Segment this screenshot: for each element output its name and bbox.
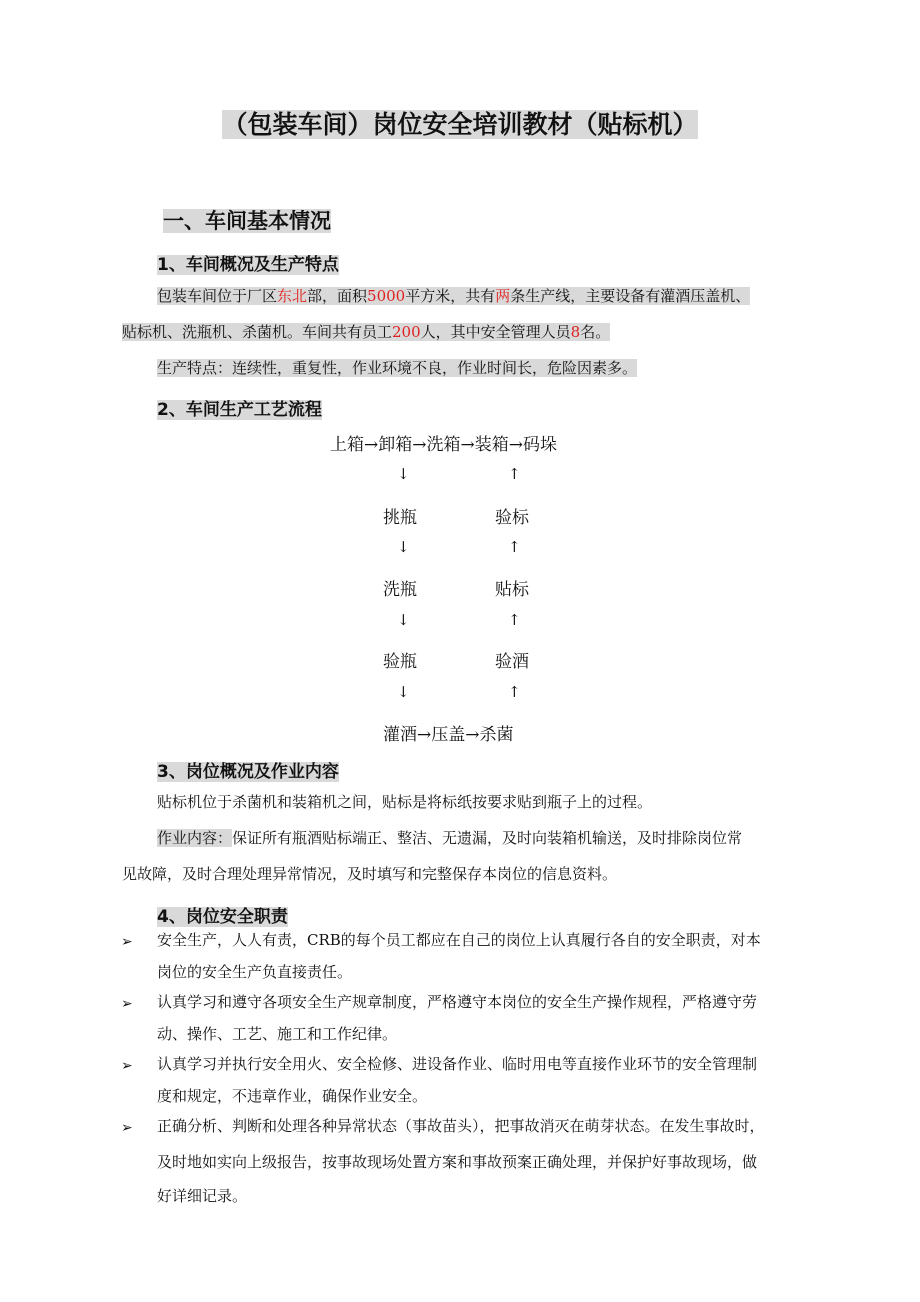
arrow-up-icon: ↑ bbox=[508, 465, 521, 483]
subsection-heading-2: 2、车间生产工艺流程 bbox=[157, 400, 322, 420]
arrow-down-icon: ↓ bbox=[397, 538, 410, 556]
paragraph-line: 生产特点：连续性，重复性，作业环境不良，作业时间长，危险因素多。 bbox=[157, 359, 638, 377]
safety-staff-value: 8 bbox=[570, 323, 581, 341]
bullet-arrow-icon: ➢ bbox=[121, 934, 133, 950]
flow-bottom-row: 灌酒→压盖→杀菌 bbox=[383, 725, 514, 745]
paragraph-line: 见故障，及时合理处理异常情况，及时填写和完整保存本岗位的信息资料。 bbox=[122, 865, 618, 883]
flow-step: 洗瓶 bbox=[383, 580, 417, 600]
location-value: 东北 bbox=[277, 287, 308, 305]
flow-step: 验酒 bbox=[495, 652, 529, 672]
list-item: 认真学习和遵守各项安全生产规章制度，严格遵守本岗位的安全生产操作规程，严格遵守劳 bbox=[157, 993, 758, 1011]
work-content-label: 作业内容： bbox=[157, 829, 233, 847]
flow-step: 贴标 bbox=[495, 580, 529, 600]
list-item: 正确分析、判断和处理各种异常状态（事故苗头），把事故消灭在萌芽状态。在发生事故时， bbox=[157, 1117, 765, 1135]
arrow-up-icon: ↑ bbox=[508, 683, 521, 701]
subsection-heading-1: 1、车间概况及生产特点 bbox=[157, 255, 339, 275]
arrow-up-icon: ↑ bbox=[508, 538, 521, 556]
arrow-up-icon: ↑ bbox=[508, 611, 521, 629]
paragraph-line: 包装车间位于厂区东北部，面积5000平方米，共有两条生产线，主要设备有灌酒压盖机、 bbox=[157, 287, 751, 305]
paragraph-line: 作业内容：保证所有瓶酒贴标端正、整洁、无遗漏，及时向装箱机输送，及时排除岗位常 bbox=[157, 829, 743, 847]
subsection-heading-3: 3、岗位概况及作业内容 bbox=[157, 762, 339, 782]
bullet-arrow-icon: ➢ bbox=[121, 1120, 133, 1136]
list-item-continuation: 岗位的安全生产负直接责任。 bbox=[157, 963, 353, 981]
flow-step: 挑瓶 bbox=[383, 508, 417, 528]
document-title: （包装车间）岗位安全培训教材（贴标机） bbox=[222, 110, 698, 139]
line-count-value: 两 bbox=[495, 287, 511, 305]
flow-step: 验瓶 bbox=[383, 652, 417, 672]
paragraph-line: 贴标机位于杀菌机和装箱机之间，贴标是将标纸按要求贴到瓶子上的过程。 bbox=[157, 793, 653, 811]
flow-top-row: 上箱→卸箱→洗箱→装箱→码垛 bbox=[330, 435, 557, 455]
arrow-down-icon: ↓ bbox=[397, 465, 410, 483]
staff-count-value: 200 bbox=[392, 323, 421, 341]
arrow-down-icon: ↓ bbox=[397, 683, 410, 701]
paragraph-line: 贴标机、洗瓶机、杀菌机。车间共有员工200人，其中安全管理人员8名。 bbox=[122, 323, 611, 341]
list-item-continuation: 度和规定，不违章作业，确保作业安全。 bbox=[157, 1087, 428, 1105]
subsection-heading-4: 4、岗位安全职责 bbox=[157, 907, 288, 927]
arrow-down-icon: ↓ bbox=[397, 611, 410, 629]
area-value: 5000 bbox=[367, 287, 406, 305]
list-item-continuation: 好详细记录。 bbox=[157, 1187, 248, 1205]
bullet-arrow-icon: ➢ bbox=[121, 1058, 133, 1074]
bullet-arrow-icon: ➢ bbox=[121, 996, 133, 1012]
section-heading: 一、车间基本情况 bbox=[163, 209, 331, 233]
list-item: 认真学习并执行安全用火、安全检修、进设备作业、临时用电等直接作业环节的安全管理制 bbox=[157, 1055, 758, 1073]
list-item-continuation: 动、操作、工艺、施工和工作纪律。 bbox=[157, 1025, 398, 1043]
flow-step: 验标 bbox=[495, 508, 529, 528]
list-item: 安全生产，人人有责，CRB的每个员工都应在自己的岗位上认真履行各自的安全职责，对本 bbox=[157, 931, 761, 949]
list-item-continuation: 及时地如实向上级报告，按事故现场处置方案和事故预案正确处理，并保护好事故现场，做 bbox=[157, 1153, 758, 1171]
